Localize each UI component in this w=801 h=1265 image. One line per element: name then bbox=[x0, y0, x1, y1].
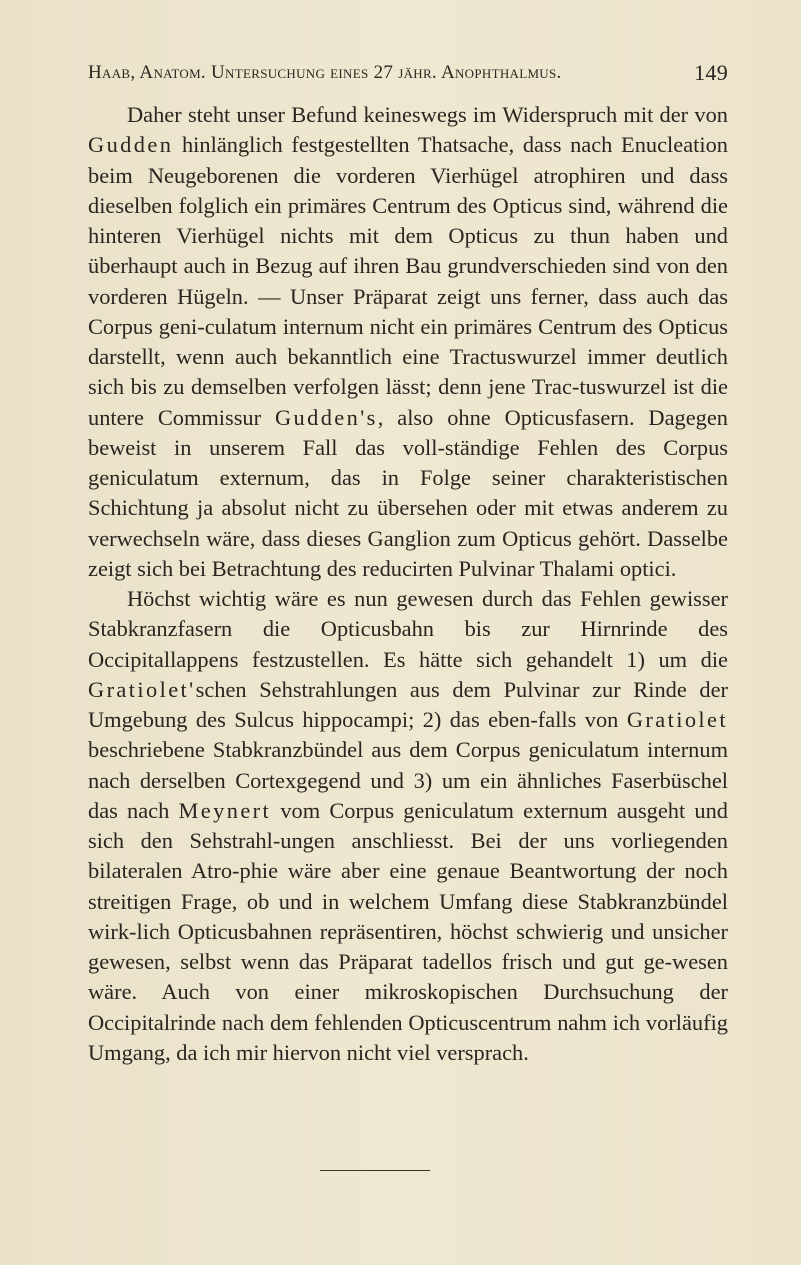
text-segment: Daher steht unser Befund keineswegs im Widerspruch mit der von bbox=[127, 102, 728, 127]
author-name-gratiolet-possessive: Gratiolet' bbox=[88, 676, 196, 702]
text-segment: hinlänglich festgestellten Thatsache, dass nach Enucleation beim Neugeborenen die vorderen Vierhügel atrophiren und dass dieselben folglich ein primäres Centrum des Opticus sind, während die hinteren Vierhügel nichts mit dem Opticus zu thun haben und überhaupt auch in Bezug auf ihren Bau grundverschieden sind von den vorderen Hügeln. — Unser Präparat zeigt uns ferner, dass auch das Corpus geni-culatum internum nicht ein primäres Centrum des Opticus darstellt, wenn auch bekanntlich eine Tractuswurzel immer deutlich sich bis zu demselben verfolgen lässt; denn jene Trac-tuswurzel ist die untere Commissur bbox=[88, 132, 728, 430]
text-segment: Höchst wichtig wäre es nun gewesen durch das Fehlen gewisser Stabkranzfasern die Opticusbahn bis zur Hirnrinde des Occipitallappens festzustellen. Es hätte sich gehandelt 1) um die bbox=[88, 586, 728, 672]
page-number: 149 bbox=[694, 60, 728, 85]
author-name-gratiolet: Gratiolet bbox=[626, 707, 728, 732]
author-name-gudden-genitive: Gudden's bbox=[274, 404, 378, 430]
author-name-meynert: Meynert bbox=[178, 797, 272, 823]
paragraph-1 bbox=[88, 100, 728, 584]
running-head bbox=[88, 62, 728, 84]
body-text bbox=[88, 100, 728, 1068]
text-segment: beschriebene Stabkranzbündel aus dem Corpus geniculatum internum nach derselben Cortexgegend und 3) um ein ähnliches Faserbüschel das nach bbox=[88, 737, 728, 823]
text-segment: schen Sehstrahlungen aus dem Pulvinar zur Rinde der Umgebung des Sulcus hippocampi; 2) das eben-falls von bbox=[88, 676, 728, 732]
text-segment: , also ohne Opticusfasern. Dagegen beweist in unserem Fall das voll-ständige Fehlen des Corpus geniculatum externum, das in Folge seiner charakteristischen Schichtung ja absolut nicht zu übersehen oder mit etwas anderem zu verwechseln wäre, dass dieses Ganglion zum Opticus gehört. Dasselbe zeigt sich bei Betrachtung des reducirten Pulvinar Thalami optici. bbox=[88, 404, 728, 581]
section-end-rule bbox=[320, 1170, 430, 1171]
paragraph-2 bbox=[88, 584, 728, 1068]
author-name-gudden: Gudden bbox=[88, 132, 174, 158]
running-head-title: Haab, Anatom. Untersuchung eines 27 jähr. Anophthalmus. bbox=[88, 62, 562, 83]
text-segment: vom Corpus geniculatum externum ausgeht und sich den Sehstrahl-ungen anschliesst. Bei der uns vorliegenden bilateralen Atro-phie wäre aber eine genaue Beantwortung der noch streitigen Frage, ob und in welchem Umfang diese Stabkranzbündel wirk-lich Opticusbahnen repräsentiren, höchst schwierig und unsicher gewesen, selbst wenn das Präparat tadellos frisch und gut ge-wesen wäre. Auch von einer mikroskopischen Durchsuchung der Occipitalrinde nach dem fehlenden Opticuscentrum nahm ich vorläufig Umgang, da ich mir hiervon nicht viel versprach. bbox=[88, 797, 729, 1065]
